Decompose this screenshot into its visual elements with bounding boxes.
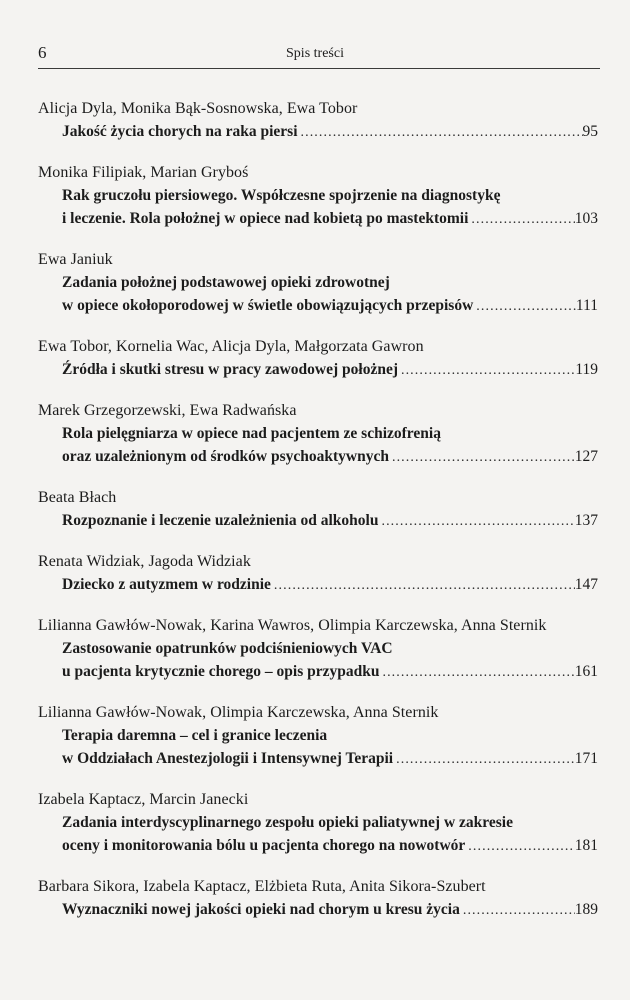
- toc-entry-title: [38, 811, 598, 858]
- header-rule: [38, 68, 600, 69]
- toc-entry-title: [38, 509, 598, 533]
- table-of-contents: [38, 98, 598, 940]
- toc-entry-title: [38, 573, 598, 597]
- toc-entry-title-last-line: [62, 207, 598, 231]
- toc-entry: [38, 98, 598, 144]
- toc-entry-page-number: 171: [574, 750, 598, 767]
- toc-entry-title-line: Źródła i skutki stresu w pracy zawodowej położnej: [62, 361, 398, 378]
- toc-entry-title: [38, 724, 598, 771]
- toc-entry-title-line: w opiece okołoporodowej w świetle obowiązujących przepisów: [62, 297, 474, 314]
- toc-entry-title-last-line: [62, 358, 598, 382]
- toc-entry-authors: Lilianna Gawłów-Nowak, Olimpia Karczewska, Anna Sternik: [38, 704, 439, 721]
- toc-entry-title-line: Zadania położnej podstawowej opieki zdrowotnej: [62, 274, 390, 291]
- dot-leader: [271, 574, 575, 597]
- toc-entry-title: [38, 637, 598, 684]
- toc-entry-authors: Ewa Janiuk: [38, 251, 113, 268]
- toc-entry-title-last-line: [62, 834, 598, 858]
- toc-entry: [38, 702, 598, 771]
- toc-entry-title-line: i leczenie. Rola położnej w opiece nad kobietą po mastektomii: [62, 210, 469, 227]
- toc-entry-title: [38, 422, 598, 469]
- dot-leader: [468, 208, 574, 231]
- toc-entry: [38, 249, 598, 318]
- dot-leader: [465, 835, 574, 858]
- toc-entry-title-line: Zadania interdyscyplinarnego zespołu opieki paliatywnej w zakresie: [62, 814, 513, 831]
- toc-entry: [38, 789, 598, 858]
- toc-entry-authors: Monika Filipiak, Marian Gryboś: [38, 164, 249, 181]
- toc-entry-authors: Marek Grzegorzewski, Ewa Radwańska: [38, 402, 297, 419]
- toc-entry-authors: Izabela Kaptacz, Marcin Janecki: [38, 791, 249, 808]
- toc-entry-page-number: 111: [575, 297, 598, 314]
- toc-entry-title-last-line: [62, 445, 598, 469]
- toc-entry: [38, 162, 598, 231]
- toc-entry-authors: Ewa Tobor, Kornelia Wac, Alicja Dyla, Małgorzata Gawron: [38, 338, 424, 355]
- dot-leader: [379, 661, 574, 684]
- running-head: Spis treści: [286, 46, 344, 61]
- dot-leader: [389, 446, 575, 469]
- dot-leader: [393, 748, 575, 771]
- toc-entry-title: [38, 898, 598, 922]
- toc-entry-authors: Alicja Dyla, Monika Bąk-Sosnowska, Ewa Tobor: [38, 100, 358, 117]
- toc-entry: [38, 400, 598, 469]
- toc-entry-title-last-line: [62, 660, 598, 684]
- toc-entry: [38, 336, 598, 382]
- toc-entry-page-number: 137: [574, 512, 598, 529]
- toc-entry-page-number: 95: [582, 123, 598, 140]
- toc-entry-title-line: Wyznaczniki nowej jakości opieki nad chorym u kresu życia: [62, 901, 460, 918]
- toc-entry-authors: Renata Widziak, Jagoda Widziak: [38, 553, 251, 570]
- toc-entry-title-line: Rozpoznanie i leczenie uzależnienia od alkoholu: [62, 512, 379, 529]
- toc-entry-title-last-line: [62, 573, 598, 597]
- toc-entry-title-last-line: [62, 509, 598, 533]
- toc-entry-title-last-line: [62, 294, 598, 318]
- toc-entry-title-line: u pacjenta krytycznie chorego – opis przypadku: [62, 663, 380, 680]
- toc-entry-page-number: 161: [574, 663, 598, 680]
- toc-entry: [38, 551, 598, 597]
- toc-entry-page-number: 189: [574, 901, 598, 918]
- page-number: 6: [38, 43, 47, 62]
- toc-entry-title-line: w Oddziałach Anestezjologii i Intensywnej Terapii: [62, 750, 394, 767]
- toc-entry-page-number: 119: [575, 361, 598, 378]
- toc-entry-title: [38, 271, 598, 318]
- toc-entry-authors: Barbara Sikora, Izabela Kaptacz, Elżbieta Ruta, Anita Sikora-Szubert: [38, 878, 486, 895]
- toc-entry: [38, 487, 598, 533]
- toc-entry-page-number: 103: [574, 210, 598, 227]
- toc-entry-title-line: oceny i monitorowania bólu u pacjenta chorego na nowotwór: [62, 837, 466, 854]
- toc-entry-page-number: 127: [574, 448, 598, 465]
- toc-entry-title-line: Terapia daremna – cel i granice leczenia: [62, 727, 328, 744]
- toc-entry-title-last-line: [62, 120, 598, 144]
- toc-entry-title: [38, 184, 598, 231]
- toc-entry-page-number: 181: [574, 837, 598, 854]
- toc-entry: [38, 615, 598, 684]
- dot-leader: [473, 295, 576, 318]
- toc-entry-title: [38, 358, 598, 382]
- dot-leader: [298, 121, 583, 144]
- dot-leader: [398, 359, 575, 382]
- toc-entry-title-last-line: [62, 898, 598, 922]
- toc-entry-title-last-line: [62, 747, 598, 771]
- toc-entry-title-line: Rak gruczołu piersiowego. Współczesne spojrzenie na diagnostykę: [62, 187, 501, 204]
- toc-entry: [38, 876, 598, 922]
- dot-leader: [378, 510, 574, 533]
- toc-entry-title-line: Dziecko z autyzmem w rodzinie: [62, 576, 271, 593]
- toc-entry-title-line: Zastosowanie opatrunków podciśnieniowych VAC: [62, 640, 393, 657]
- toc-entry-authors: Lilianna Gawłów-Nowak, Karina Wawros, Olimpia Karczewska, Anna Sternik: [38, 617, 547, 634]
- toc-entry-authors: Beata Błach: [38, 489, 117, 506]
- toc-entry-title-line: Jakość życia chorych na raka piersi: [62, 123, 298, 140]
- toc-entry-page-number: 147: [574, 576, 598, 593]
- toc-entry-title-line: oraz uzależnionym od środków psychoaktywnych: [62, 448, 389, 465]
- dot-leader: [460, 899, 575, 922]
- toc-entry-title-line: Rola pielęgniarza w opiece nad pacjentem ze schizofrenią: [62, 425, 441, 442]
- toc-entry-title: [38, 120, 598, 144]
